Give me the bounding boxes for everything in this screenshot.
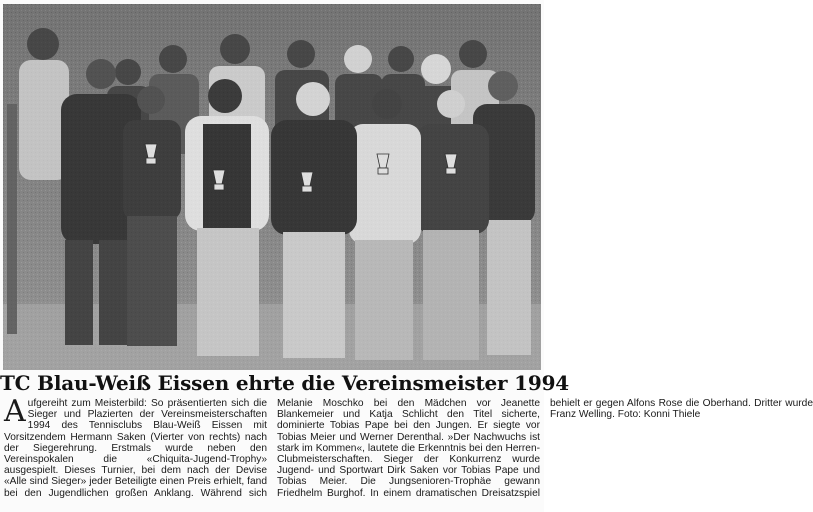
group-photo [3, 4, 541, 370]
article-body [4, 394, 813, 510]
group-photo-illustration [3, 4, 541, 370]
photo-credit: Foto: Konni Thiele [617, 409, 701, 421]
article-body-text: ufgereiht zum Meisterbild: So präsentierten sich die Sieger und Plazierten der Vereinsmeisterschaften 1994 des Tennisclubs Blau-Weiß Eissen mit Vorsitzendem Hermann Saken (Vierter von rechts) nach der Siegerehrung. Erstmals wurde neben den Vereinspokalen die «Chiquita-Jugend-Trophy» ausgespielt. Dieses Turnier, bei dem nach der Devise «Alle sind Sieger» jeder Beteiligte einen Preis erhielt, fand bei den Jugendlichen großen Anklang. Während sich Melanie Moschko bei den Mädchen vor Jeanette Blankemeier und Katja Schlicht den Titel sicherte, dominierte Tobias Pape bei den Jungen. Er siegte vor Tobias Meier und Werner Derenthal. »Der Nachwuchs ist stark im Kommen«, lautete die Erkenntnis bei den Herren-Clubmeisterschaften. Sieger der Konkurrenz wurde Jugend- und Sportwart Dirk Saken vor Tobias Pape und Tobias Meier. Die Jungsenioren-Trophäe gewann Friedhelm Burghof. In einem dramatischen Dreisatzspiel behielt er gegen Alfons Rose die Oberhand. Dritter wurde Franz Welling. [4, 398, 813, 499]
dropcap-letter: A [4, 394, 26, 429]
article-headline: TC Blau-Weiß Eissen ehrte die Vereinsmeister 1994 [0, 371, 570, 395]
